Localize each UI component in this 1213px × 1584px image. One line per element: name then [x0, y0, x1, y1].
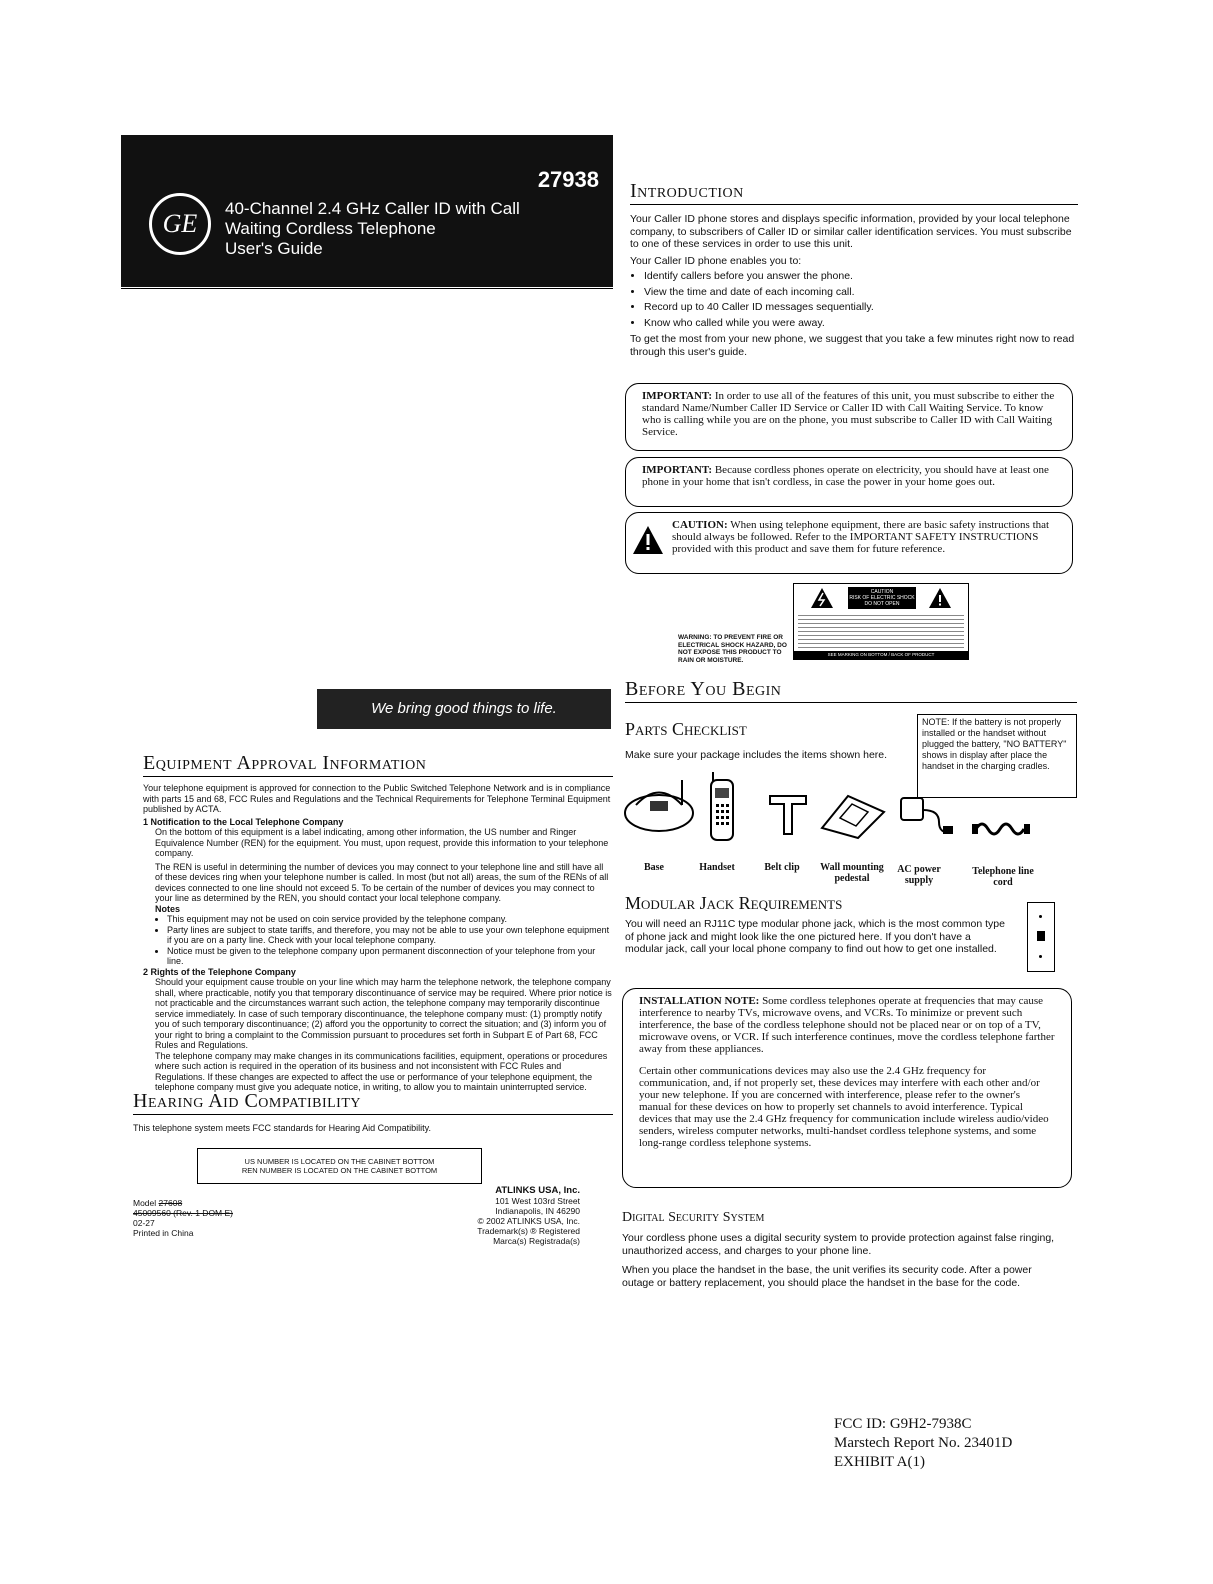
printed-in: Printed in China: [133, 1228, 194, 1238]
modular-jack-heading: Modular Jack Requirements: [625, 893, 843, 913]
parts-checklist-text: Make sure your package includes the items shown here.: [625, 749, 888, 761]
caution-text: When using telephone equipment, there are basic safety instructions that should always be followed. Refer to the IMPORTANT SAFETY INSTRUCTIONS provided with this product and save them for future reference.: [672, 519, 1050, 555]
address-line: Indianapolis, IN 46290: [495, 1206, 580, 1216]
important-callout-1: [625, 383, 1073, 451]
title-block: [121, 135, 613, 287]
ren-text: The REN is useful in determining the number of devices you may connect to your telephone line and still have all of these devices ring when your telephone number is called. In most (but not all) areas, the sum of the RENs of all devices connected to one line should not exceed 5. To be certain of the number of devices you may connect to your line as determined by the REN, you should contact your local telephone company.: [155, 861, 609, 903]
model-label: Model: [133, 1198, 157, 1208]
ge-logo-icon: GE: [149, 193, 211, 255]
model-struck: 27608: [158, 1198, 183, 1208]
installation-note-label: INSTALLATION NOTE:: [639, 995, 760, 1007]
part-label-wall-pedestal: Wall mounting pedestal: [820, 862, 884, 884]
intro-para2: Your Caller ID phone enables you to:: [630, 254, 802, 267]
part-struck: 45009560 (Rev. 1 DOM E): [133, 1208, 233, 1218]
copyright-line: © 2002 ATLINKS USA, Inc.: [477, 1216, 580, 1226]
belt-clip-illustration-icon: [768, 790, 808, 843]
title-line: User's Guide: [225, 239, 323, 258]
intro-bullet: • Know who called while you were away.: [644, 317, 1078, 330]
label-fine-print: [798, 612, 964, 650]
item1-text: On the bottom of this equipment is a label indicating, among other information, the US number and Ringer Equivalence Number (REN) for the equipment. You must, upon request, provide this information to your telephone company.: [155, 827, 609, 858]
lightning-triangle-icon: [810, 587, 834, 614]
hearing-aid-heading: Hearing Aid Compatibility: [133, 1090, 613, 1115]
important-label: IMPORTANT:: [642, 464, 713, 476]
important-text: Because cordless phones operate on electricity, you should have at least one phone in your home that isn't cordless, in case the power in your home goes out.: [642, 464, 1049, 488]
item2-text2: The telephone company may make changes in its communications facilities, equipment, operations or procedures where such action is required in the operation of its business and not inconsistent with FCC Rules and Regulations. If these changes are expected to affect the use or performance of your telephone equipment, the telephone company must give you adequate notice, in writing, to allow you to maintain uninterrupted service.: [155, 1050, 608, 1092]
title-line: Waiting Cordless Telephone: [225, 219, 436, 238]
footer-code: 02-27: [133, 1218, 155, 1228]
safety-label-graphic: [793, 583, 969, 660]
item2-text: Should your equipment cause trouble on your line which may harm the telephone network, the telephone company shall, where practicable, notify you that temporary discontinuance of service may be required. Where prior notice is not practicable and the circumstances warrant such action, the telephone company may temporarily discontinue service immediately. In case of such temporary discontinuance, the telephone company must: (1) promptly notify you of such temporary discontinuance; (2) afford you the opportunity to correct the situation; and (3) inform you of your right to bring a complaint to the Commission pursuant to procedures set forth in Subpart E of Part 68, FCC Rules and Regulations.: [155, 977, 612, 1050]
equipment-intro: Your telephone equipment is approved for connection to the Public Switched Telephone Network and is in compliance with parts 15 and 68, FCC Rules and Regulations and the Technical Requirements for Telephone Terminal Equipment published by ACTA.: [143, 783, 611, 814]
intro-bullet: • View the time and date of each incoming call.: [644, 286, 1078, 299]
us-number-label: US NUMBER IS LOCATED ON THE CABINET BOTTOM: [244, 1157, 435, 1166]
note-item: • Party lines are subject to state tariffs, and therefore, you may not be able to use your own telephone equipment if you are on a party line. Check with your local telephone company.: [167, 925, 613, 946]
label-location-box: [197, 1148, 482, 1184]
product-title: [225, 199, 520, 259]
label-bottom-strip: SEE MARKING ON BOTTOM / BACK OF PRODUCT: [794, 651, 968, 659]
slogan-banner: We bring good things to life.: [317, 689, 611, 729]
company-name: ATLINKS USA, Inc.: [495, 1185, 580, 1196]
parts-checklist-heading: Parts Checklist: [625, 719, 747, 739]
title-line: 40-Channel 2.4 GHz Caller ID with Call: [225, 199, 520, 218]
note-item: • This equipment may not be used on coin service provided by the telephone company.: [167, 914, 613, 925]
modular-jack-text: You will need an RJ11C type modular phone jack, which is the most common type of phone jack and might look like the one pictured here. If you don't have a modular jack, call your local phone company to find out how to get one installed.: [625, 918, 1005, 955]
hearing-aid-text: This telephone system meets FCC standards for Hearing Aid Compatibility.: [133, 1123, 431, 1133]
caution-header-box: [848, 587, 916, 609]
warning-text: WARNING: TO PREVENT FIRE OR ELECTRICAL SHOCK HAZARD, DO NOT EXPOSE THIS PRODUCT TO RAIN OR MOISTURE.: [678, 634, 787, 664]
model-number: 27938: [537, 167, 599, 192]
warning-triangle-icon: [632, 525, 664, 558]
intro-para3: To get the most from your new phone, we suggest that you take a few minutes right now to read through this user's guide.: [630, 333, 1075, 358]
handset-illustration-icon: [707, 770, 737, 847]
ac-adapter-illustration-icon: [895, 792, 955, 845]
intro-bullet: • Identify callers before you answer the phone.: [644, 270, 1078, 283]
important-text: In order to use all of the features of this unit, you must subscribe to either the standard Name/Number Caller ID Service or Caller ID with Call Waiting Service. To know who is calling while you are on the phone, you must subscribe to Caller ID with Call Waiting Service.: [642, 390, 1055, 438]
ren-number-label: REN NUMBER IS LOCATED ON THE CABINET BOTTOM: [241, 1166, 438, 1175]
intro-bullet: • Record up to 40 Caller ID messages sequentially.: [644, 301, 1078, 314]
introduction-heading: Introduction: [630, 180, 1078, 205]
item1-title: 1 Notification to the Local Telephone Company: [143, 816, 344, 827]
wall-jack-icon: [1027, 902, 1055, 972]
part-label-belt-clip: Belt clip: [764, 862, 800, 873]
exclamation-triangle-icon: [928, 587, 952, 614]
address-line: 101 West 103rd Street: [495, 1196, 580, 1206]
important-callout-2: [625, 457, 1073, 507]
trademark-line: Trademark(s) ® Registered: [477, 1226, 580, 1236]
installation-note-para1: Some cordless telephones operate at frequencies that may cause interference to nearby TVs, microwave ovens, and VCRs. To minimize or prevent such interference, the base of the cordless telephone should not be placed near or on top of a TV, microwave ovens, or VCR. If such interference continues, move the cordless telephone farther away from these appliances.: [639, 995, 1055, 1055]
battery-note-box: NOTE: If the battery is not properly installed or the handset without plugged the battery, "NO BATTERY" shows in display after place the handset in the charging cradles.: [917, 714, 1077, 798]
intro-para1: Your Caller ID phone stores and displays specific information, provided by your local telephone company, to subscribers of Caller ID or similar caller identification services. You must subscribe to one of these services in order to use this unit.: [630, 213, 1072, 250]
before-begin-section: [625, 678, 1077, 703]
item2-title: 2 Rights of the Telephone Company: [143, 966, 296, 977]
caution-header: CAUTION: [870, 589, 894, 595]
base-illustration-icon: [622, 775, 696, 840]
installation-note-para2: Certain other communications devices may also use the 2.4 GHz frequency for communication, and, if not properly set, these devices may interfere with each other and/or your new telephone. If you are concerned with interference, please refer to the owner's manual for these devices on how to properly set channels to avoid interference. Typical devices that may use the 2.4 GHz frequency for communication include wireless audio/video senders, wireless computer networks, multi-handset cordless telephone systems, and some long-range cordless telephone systems.: [639, 1065, 1049, 1149]
digital-security-para2: When you place the handset in the base, the unit verifies its security code. After a power outage or battery replacement, you should place the handset in the base for the code.: [622, 1264, 1032, 1289]
notes-label: Notes: [155, 903, 181, 914]
equipment-section: [143, 752, 613, 1093]
introduction-section: [630, 180, 1078, 358]
caution-label: CAUTION:: [672, 519, 728, 531]
hearing-aid-section: [133, 1090, 613, 1134]
exhibit-label: EXHIBIT A(1): [834, 1454, 925, 1470]
caution-sub: RISK OF ELECTRIC SHOCK DO NOT OPEN: [849, 595, 915, 607]
divider: [121, 288, 613, 289]
fcc-stamp: [834, 1415, 1012, 1472]
part-label-ac-power: AC power supply: [897, 864, 941, 886]
digital-security-para1: Your cordless phone uses a digital security system to provide protection against false ringing, unauthorized access, and charges to your phone line.: [622, 1232, 1055, 1257]
installation-note-callout: [622, 988, 1072, 1188]
wall-pedestal-illustration-icon: [818, 788, 888, 845]
fcc-id: FCC ID: G9H2-7938C: [834, 1416, 972, 1432]
important-label: IMPORTANT:: [642, 390, 713, 402]
digital-security-heading: Digital Security System: [622, 1210, 765, 1225]
part-label-handset: Handset: [699, 862, 735, 873]
part-label-base: Base: [644, 862, 664, 873]
part-label-line-cord: Telephone line cord: [972, 866, 1034, 888]
footer-right: [420, 1186, 580, 1246]
note-item: • Notice must be given to the telephone company upon permanent disconnection of your telephone from your line.: [167, 946, 613, 967]
report-number: Marstech Report No. 23401D: [834, 1435, 1013, 1451]
before-begin-heading: Before You Begin: [625, 678, 1077, 703]
footer-left: [133, 1198, 293, 1238]
caution-callout: [625, 512, 1073, 574]
trademark-line: Marca(s) Registrada(s): [493, 1236, 580, 1246]
line-cord-illustration-icon: [972, 815, 1032, 848]
equipment-heading: Equipment Approval Information: [143, 752, 613, 777]
